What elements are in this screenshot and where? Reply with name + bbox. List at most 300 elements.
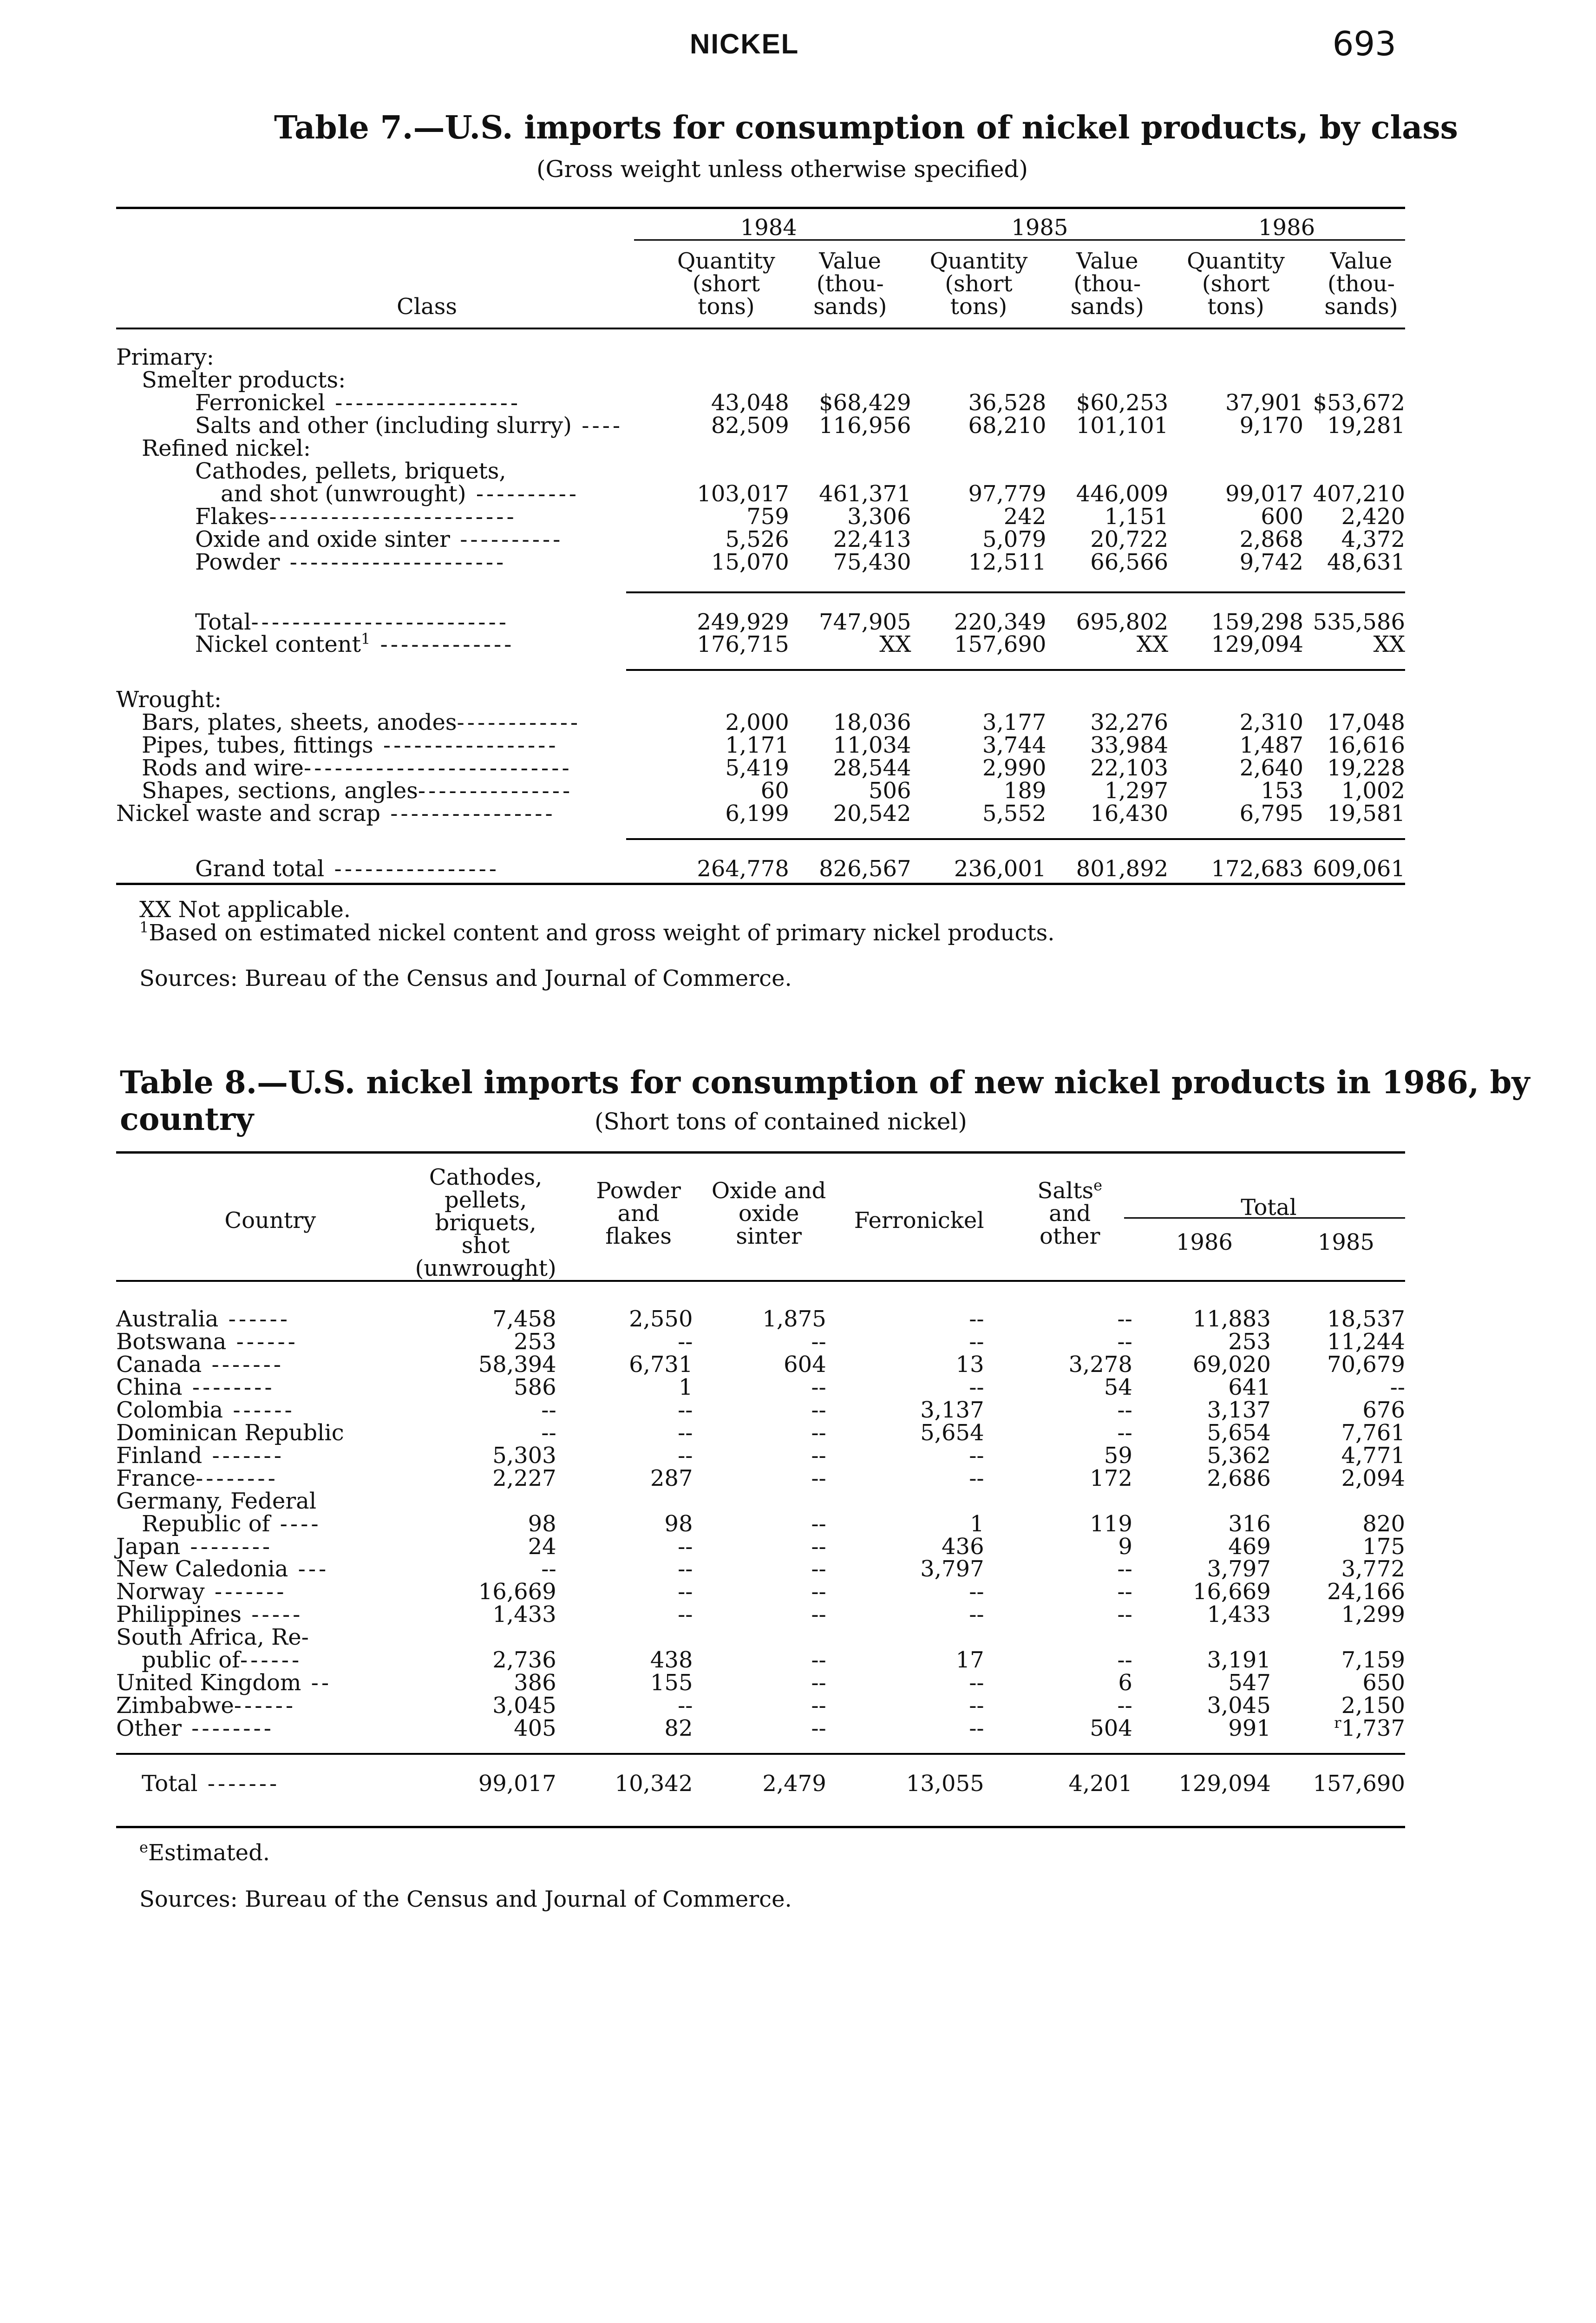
cell: 3,045	[1207, 1693, 1271, 1719]
cell: --	[811, 1556, 826, 1582]
cell: 19,281	[1327, 412, 1405, 439]
cell: 3,177	[982, 709, 1047, 736]
table-row: Salts and other (including slurry) ---- 82,509 116,956 68,210 101,101 9,170 19,281	[195, 412, 1405, 439]
cell: 2,310	[1239, 709, 1303, 736]
cell: 82	[664, 1715, 693, 1742]
row-label: Bars, plates, sheets, anodes	[142, 709, 457, 736]
cell: 17	[955, 1647, 984, 1673]
cell: 220,349	[954, 609, 1047, 635]
cell: 6,199	[725, 801, 789, 827]
cell: --	[969, 1579, 984, 1605]
table-row: Colombia ------ -- -- -- 3,137 -- 3,137 676	[116, 1397, 1405, 1423]
cell: 6	[1118, 1670, 1132, 1696]
table8-title: Table 8.—U.S. nickel imports for consumption of new nickel products in 1986, by country	[120, 1064, 1530, 1137]
col-country: Country	[224, 1207, 316, 1234]
footnote-mark: e	[1093, 1176, 1103, 1194]
cell: 287	[650, 1465, 693, 1491]
cell: 59	[1104, 1442, 1132, 1469]
cell: 5,654	[1207, 1419, 1271, 1446]
cell: 99,017	[1225, 480, 1303, 507]
table-row: Oxide and oxide sinter ---------- 5,526 22,413 5,079 20,722 2,868 4,372	[195, 526, 1405, 552]
cell: 2,479	[762, 1771, 826, 1797]
cell: 826,567	[819, 856, 911, 882]
cell: 253	[1228, 1328, 1271, 1355]
table-row-nickel-content: Nickel content$^1$ ------------- 176,715 XX 157,690 XX 129,094 XX	[195, 630, 1405, 658]
cell: --	[678, 1328, 693, 1355]
cell: 7,761	[1341, 1419, 1405, 1446]
cell: 159,298	[1211, 609, 1303, 635]
cell: --	[811, 1647, 826, 1673]
row-label: Salts and other (including slurry)	[195, 412, 572, 439]
cell: 5,526	[725, 526, 789, 552]
cell: 253	[514, 1328, 556, 1355]
section-wrought: Wrought:	[116, 687, 222, 713]
cell: 386	[514, 1670, 556, 1696]
cell: 19,228	[1327, 755, 1405, 781]
cell: 3,797	[1207, 1556, 1271, 1582]
cell: 12,511	[968, 549, 1047, 575]
cell: 2,550	[629, 1306, 693, 1332]
cell: 3,744	[982, 732, 1047, 759]
cell: 24,166	[1327, 1579, 1405, 1605]
cell: 991	[1228, 1715, 1271, 1742]
row-label: Nickel waste and scrap	[116, 801, 380, 827]
cell: 3,137	[920, 1397, 984, 1423]
col-total-1985: 1985	[1317, 1229, 1374, 1255]
cell: 129,094	[1211, 631, 1303, 658]
year-1985: 1985	[1011, 215, 1068, 241]
class-header: Class	[397, 294, 457, 320]
cell: 4,201	[1068, 1771, 1132, 1797]
cell: --	[678, 1533, 693, 1560]
cell: 16,430	[1090, 801, 1169, 827]
cell: 16,669	[478, 1579, 556, 1605]
cell: 535,586	[1313, 609, 1405, 635]
col-quantity-1984: Quantity (short tons)	[677, 248, 775, 320]
cell: --	[1117, 1419, 1132, 1446]
cell: --	[969, 1670, 984, 1696]
cell: 1,487	[1239, 732, 1303, 759]
row-label: Shapes, sections, angles	[142, 778, 418, 804]
south-africa-label-line1: South Africa, Re-	[116, 1624, 309, 1651]
cell: 3,045	[492, 1693, 556, 1719]
cell: 13	[955, 1351, 984, 1378]
row-label: Oxide and oxide sinter	[195, 526, 450, 552]
cell: --	[541, 1397, 556, 1423]
cell: 68,210	[968, 412, 1047, 439]
table-row: Flakes------------------------ 759 3,306 242 1,151 600 2,420	[195, 503, 1405, 530]
row-label: and shot (unwrought)	[221, 480, 466, 507]
col-value-1986: Value (thou- sands)	[1324, 248, 1398, 320]
col-powder-flakes: Powder and flakes	[596, 1178, 681, 1249]
cell: 9	[1118, 1533, 1132, 1560]
cell: 9,742	[1239, 549, 1303, 575]
cell: --	[1117, 1397, 1132, 1423]
cell: XX	[1373, 631, 1405, 658]
cell: --	[811, 1419, 826, 1446]
table-row: Japan -------- 24 -- -- 436 9 469 175	[116, 1533, 1405, 1560]
row-label: Total	[195, 609, 251, 635]
cell: --	[811, 1397, 826, 1423]
cell: 1,297	[1104, 778, 1169, 804]
cell: --	[969, 1328, 984, 1355]
cell: 103,017	[697, 480, 789, 507]
row-label: Rods and wire	[142, 755, 304, 781]
row-label: United Kingdom	[116, 1670, 301, 1696]
cell: 1	[678, 1374, 693, 1400]
cell: 22,413	[833, 526, 911, 552]
table7-bottom-rule	[116, 883, 1405, 885]
cell: --	[969, 1442, 984, 1469]
cell: --	[1117, 1328, 1132, 1355]
cell: 3,306	[847, 503, 911, 530]
table7-top-rule	[116, 207, 1405, 209]
section-smelter: Smelter products:	[142, 367, 346, 393]
cell: 446,009	[1076, 480, 1169, 507]
cell: 586	[514, 1374, 556, 1400]
section-refined: Refined nickel:	[142, 435, 311, 461]
row-label: Powder	[195, 549, 280, 575]
germany-label-line1: Germany, Federal	[116, 1488, 317, 1514]
cell: 153	[1261, 778, 1303, 804]
cell: 547	[1228, 1670, 1271, 1696]
cell: --	[678, 1419, 693, 1446]
cell: --	[969, 1465, 984, 1491]
table-row: Other -------- 405 82 -- -- 504 991 $^r$1,737	[116, 1714, 1405, 1742]
cell: 9,170	[1239, 412, 1303, 439]
cell: 650	[1362, 1670, 1405, 1696]
col-ferronickel: Ferronickel	[854, 1207, 984, 1234]
cell: 609,061	[1313, 856, 1405, 882]
cell: --	[678, 1397, 693, 1423]
table-row: Pipes, tubes, fittings ----------------- 1,171 11,034 3,744 33,984 1,487 16,616	[142, 732, 1405, 759]
page-header	[0, 24, 1596, 65]
cell: 2,227	[492, 1465, 556, 1491]
cell: 5,303	[492, 1442, 556, 1469]
cell: 15,070	[711, 549, 789, 575]
row-label: Ferronickel	[195, 389, 325, 416]
cell: 48,631	[1327, 549, 1405, 575]
cell: --	[969, 1374, 984, 1400]
cell: 759	[746, 503, 789, 530]
row-label: Norway	[116, 1579, 205, 1605]
cell: 4,372	[1341, 526, 1405, 552]
row-label: Japan	[116, 1533, 181, 1560]
table8-footnote-estimated	[139, 1840, 270, 1866]
col-salts-text: and other	[1040, 1201, 1100, 1249]
cell: 58,394	[478, 1351, 556, 1378]
cell: 695,802	[1076, 609, 1169, 635]
footnote-text: Based on estimated nickel content and gross weight of primary nickel products.	[149, 920, 1055, 946]
cell: --	[969, 1693, 984, 1719]
row-label: Pipes, tubes, fittings	[142, 732, 373, 759]
cell: --	[678, 1693, 693, 1719]
cell: 98	[528, 1510, 556, 1537]
cell: 11,034	[833, 732, 911, 759]
cell: --	[811, 1442, 826, 1469]
cell: 1,433	[492, 1601, 556, 1628]
table-row: Canada ------- 58,394 6,731 604 13 3,278 69,020 70,679	[116, 1351, 1405, 1378]
cell: 820	[1362, 1510, 1405, 1537]
cell: 16,616	[1327, 732, 1405, 759]
cell: 3,191	[1207, 1647, 1271, 1673]
table-row: Zimbabwe------ 3,045 -- -- -- -- 3,045 2,150	[116, 1693, 1405, 1719]
cell: 236,001	[954, 856, 1047, 882]
table-row: New Caledonia --- -- -- -- 3,797 -- 3,797 3,772	[116, 1556, 1405, 1582]
cell: 70,679	[1327, 1351, 1405, 1378]
table-row-total: Total ------- 99,017 10,342 2,479 13,055 4,201 129,094 157,690	[142, 1771, 1405, 1797]
cell: --	[811, 1374, 826, 1400]
cell: --	[541, 1556, 556, 1582]
cell: 16,669	[1192, 1579, 1271, 1605]
row-label: China	[116, 1374, 183, 1400]
cell: --	[678, 1556, 693, 1582]
cell: 119	[1090, 1510, 1132, 1537]
cell: 7,159	[1341, 1647, 1405, 1673]
cell: 101,101	[1076, 412, 1169, 439]
cell: 20,542	[833, 801, 911, 827]
table-row: Finland ------- 5,303 -- -- -- 59 5,362 4,771	[116, 1442, 1405, 1469]
cell: 172,683	[1211, 856, 1303, 882]
cell: --	[811, 1693, 826, 1719]
row-label: Botswana	[116, 1328, 227, 1355]
cell: 172	[1090, 1465, 1132, 1491]
row-label: Flakes	[195, 503, 269, 530]
table-row: Norway ------- 16,669 -- -- -- -- 16,669 24,166	[116, 1579, 1405, 1605]
cell: 2,094	[1341, 1465, 1405, 1491]
cell: --	[811, 1465, 826, 1491]
cell: 1,002	[1341, 778, 1405, 804]
table-row: Australia ------ 7,458 2,550 1,875 -- -- 11,883 18,537	[116, 1306, 1405, 1332]
table8-subtitle: (Short tons of contained nickel)	[595, 1108, 967, 1135]
table7-footnote-xx: XX Not applicable.	[139, 897, 351, 923]
cell: 32,276	[1090, 709, 1169, 736]
cell: 1,875	[762, 1306, 826, 1332]
cell: 157,690	[954, 631, 1047, 658]
cell: --	[811, 1328, 826, 1355]
cell: 1,433	[1207, 1601, 1271, 1628]
cell: 2,990	[982, 755, 1047, 781]
year-1986: 1986	[1258, 215, 1315, 241]
cell: 676	[1362, 1397, 1405, 1423]
cell: 604	[784, 1351, 826, 1378]
cell: 10,342	[615, 1771, 693, 1797]
cell: --	[1117, 1647, 1132, 1673]
table-row: Republic of ---- 98 98 -- 1 119 316 820	[142, 1510, 1405, 1537]
year-1984: 1984	[740, 215, 797, 241]
cell: 3,278	[1068, 1351, 1132, 1378]
cell: 3,772	[1341, 1556, 1405, 1582]
cell: 469	[1228, 1533, 1271, 1560]
cell: 28,544	[833, 755, 911, 781]
cell: 641	[1228, 1374, 1271, 1400]
table7-subtitle: (Gross weight unless otherwise specified)	[536, 156, 1028, 183]
cell: 189	[1003, 778, 1047, 804]
cell: 7,458	[492, 1306, 556, 1332]
cell: --	[1117, 1579, 1132, 1605]
footnote-mark: 1	[360, 630, 371, 648]
cell: 176,715	[697, 631, 789, 658]
cell: 24	[528, 1533, 556, 1560]
cell: 98	[664, 1510, 693, 1537]
cell: --	[811, 1601, 826, 1628]
cell: 2,868	[1239, 526, 1303, 552]
row-label: Dominican Republic	[116, 1419, 344, 1446]
row-label: Australia	[116, 1306, 219, 1332]
cell: 43,048	[711, 389, 789, 416]
cell: --	[1117, 1556, 1132, 1582]
cell: XX	[1136, 631, 1169, 658]
col-total-group	[1132, 1162, 1405, 1280]
table-row: France-------- 2,227 287 -- -- 172 2,686 2,094	[116, 1465, 1405, 1491]
table7-sources: Sources: Bureau of the Census and Journal of Commerce.	[139, 965, 792, 991]
cell: 97,779	[968, 480, 1047, 507]
cell: 5,654	[920, 1419, 984, 1446]
row-label: France	[116, 1465, 196, 1491]
row-label: Philippines	[116, 1601, 242, 1628]
cell: --	[678, 1601, 693, 1628]
cell: 506	[868, 778, 911, 804]
cell: $68,429	[819, 389, 911, 416]
table8-top-rule	[116, 1151, 1405, 1154]
table-row: Rods and wire-------------------------- 5,419 28,544 2,990 22,103 2,640 19,228	[142, 755, 1405, 781]
table-row: Shapes, sections, angles--------------- 60 506 189 1,297 153 1,002	[142, 778, 1405, 804]
cell: 11,883	[1192, 1306, 1271, 1332]
cell: 155	[650, 1670, 693, 1696]
cell: 2,686	[1207, 1465, 1271, 1491]
table-row: and shot (unwrought) ---------- 103,017 461,371 97,779 446,009 99,017 407,210	[221, 480, 1405, 507]
cell: 37,901	[1225, 389, 1303, 416]
cell: 116,956	[819, 412, 911, 439]
cell: $60,253	[1076, 389, 1169, 416]
footnote-mark: 1	[139, 919, 149, 936]
cell: --	[811, 1715, 826, 1742]
row-label: public of	[142, 1647, 240, 1673]
col-quantity-1986: Quantity (short tons)	[1187, 248, 1285, 320]
table-row: Nickel waste and scrap ---------------- 6,199 20,542 5,552 16,430 6,795 19,581	[116, 801, 1405, 827]
cell: $53,672	[1313, 389, 1405, 416]
cell: --	[1117, 1693, 1132, 1719]
cell: 17,048	[1327, 709, 1405, 736]
table8-sources: Sources: Bureau of the Census and Journal of Commerce.	[139, 1886, 792, 1912]
row-label: Grand total	[195, 856, 325, 882]
row-label: Republic of	[142, 1510, 270, 1537]
cell: 36,528	[968, 389, 1047, 416]
table8	[116, 1162, 1405, 1795]
page-number: 693	[1332, 24, 1396, 63]
cell: 2,150	[1341, 1693, 1405, 1719]
table8-bottom-rule	[116, 1826, 1405, 1828]
row-label: Zimbabwe	[116, 1693, 234, 1719]
cell: 2,640	[1239, 755, 1303, 781]
cell: --	[678, 1442, 693, 1469]
cell-value: 1,737	[1341, 1715, 1405, 1742]
cell: --	[1117, 1601, 1132, 1628]
cell: 5,552	[982, 801, 1047, 827]
cell: 18,036	[833, 709, 911, 736]
cell: --	[811, 1510, 826, 1537]
cell: --	[811, 1533, 826, 1560]
table-row: China -------- 586 1 -- -- 54 641 --	[116, 1374, 1405, 1400]
table-row: Bars, plates, sheets, anodes------------ 2,000 18,036 3,177 32,276 2,310 17,048	[142, 709, 1405, 736]
table7-footnote-1	[139, 920, 1055, 946]
col-total: Total	[1241, 1194, 1297, 1221]
col-total-1986: 1986	[1176, 1229, 1233, 1255]
row-label: Finland	[116, 1442, 203, 1469]
cell: 5,419	[725, 755, 789, 781]
cell: --	[1117, 1306, 1132, 1332]
cell: 1,299	[1341, 1601, 1405, 1628]
table7-title: Table 7.—U.S. imports for consumption of nickel products, by class	[274, 109, 1458, 146]
row-label: Colombia	[116, 1397, 223, 1423]
cell: 33,984	[1090, 732, 1169, 759]
cell: 747,905	[819, 609, 911, 635]
cell: --	[969, 1306, 984, 1332]
cell: 2,000	[725, 709, 789, 736]
cell: 66,566	[1090, 549, 1169, 575]
cell: 5,362	[1207, 1442, 1271, 1469]
cell: --	[678, 1579, 693, 1605]
running-title: NICKEL	[690, 28, 799, 59]
cell: 5,079	[982, 526, 1047, 552]
row-label: Other	[116, 1715, 182, 1742]
row-label: Canada	[116, 1351, 202, 1378]
cell: 129,094	[1178, 1771, 1271, 1797]
cell: 6,731	[629, 1351, 693, 1378]
cell: XX	[879, 631, 911, 658]
col-oxide: Oxide and oxide sinter	[711, 1178, 826, 1249]
col-cathodes: Cathodes, pellets, briquets, shot (unwrought)	[415, 1164, 556, 1282]
cell: 1,151	[1104, 503, 1169, 530]
cell: 504	[1090, 1715, 1132, 1742]
cell: 405	[514, 1715, 556, 1742]
row-label: Total	[142, 1771, 198, 1797]
col-quantity-1985: Quantity (short tons)	[929, 248, 1028, 320]
cell: 1,171	[725, 732, 789, 759]
row-label: Nickel content	[195, 631, 361, 658]
cell: 3,797	[920, 1556, 984, 1582]
cell: --	[811, 1670, 826, 1696]
cell: 461,371	[819, 480, 911, 507]
cell	[1271, 1714, 1405, 1742]
cell: 3,137	[1207, 1397, 1271, 1423]
col-value-1984: Value (thou- sands)	[813, 248, 887, 320]
col-value-1985: Value (thou- sands)	[1070, 248, 1144, 320]
cell: 316	[1228, 1510, 1271, 1537]
footnote-mark: r	[1334, 1714, 1341, 1732]
table-row: United Kingdom -- 386 155 -- -- 6 547 650	[116, 1670, 1405, 1696]
cell: 69,020	[1192, 1351, 1271, 1378]
cell: 4,771	[1341, 1442, 1405, 1469]
cell: 18,537	[1327, 1306, 1405, 1332]
cell: 19,581	[1327, 801, 1405, 827]
cell: 264,778	[697, 856, 789, 882]
cell: 1	[970, 1510, 984, 1537]
cell: 20,722	[1090, 526, 1169, 552]
cell: --	[969, 1715, 984, 1742]
cell: 600	[1261, 503, 1303, 530]
cell: 249,929	[697, 609, 789, 635]
cell: --	[541, 1419, 556, 1446]
table-row: Philippines ----- 1,433 -- -- -- -- 1,433 1,299	[116, 1601, 1405, 1628]
cell: 60	[760, 778, 789, 804]
col-salts-other	[984, 1162, 1132, 1280]
section-primary: Primary:	[116, 344, 214, 370]
cell: 82,509	[711, 412, 789, 439]
cell: 11,244	[1327, 1328, 1405, 1355]
table7	[116, 211, 1405, 880]
table-row: public of------ 2,736 438 -- 17 -- 3,191 7,159	[142, 1647, 1405, 1673]
